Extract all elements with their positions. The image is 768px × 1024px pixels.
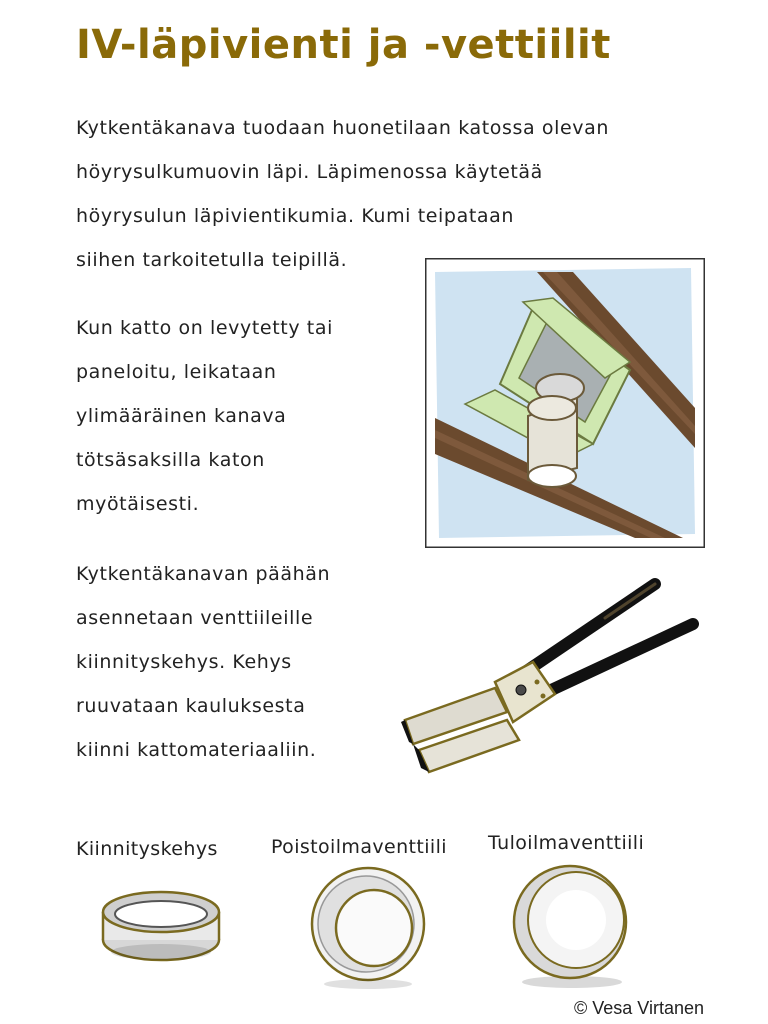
paragraph-mounting xyxy=(76,552,330,772)
text-line: Kytkentäkanavan päähän xyxy=(76,563,331,585)
page-title: IV-läpivienti ja -vettiilit xyxy=(76,22,611,68)
text-line: kiinni kattomateriaaliin. xyxy=(76,739,317,761)
text-line: kiinnityskehys. Kehys xyxy=(76,651,292,673)
product-label-mounting-frame: Kiinnityskehys xyxy=(76,838,218,860)
text-line: myötäisesti. xyxy=(76,493,200,515)
mounting-frame-icon xyxy=(96,882,226,967)
supply-valve-icon xyxy=(506,862,634,990)
paragraph-vapor-barrier xyxy=(76,106,609,282)
text-line: Kytkentäkanava tuodaan huonetilaan katossa olevan xyxy=(76,117,609,139)
paragraph-cutting xyxy=(76,306,333,526)
text-line: asennetaan venttiileille xyxy=(76,607,314,629)
text-line: paneloitu, leikataan xyxy=(76,361,277,383)
duct-shears-illustration xyxy=(395,572,705,782)
product-label-exhaust-valve: Poistoilmaventtiili xyxy=(271,836,447,858)
text-line: ylimääräinen kanava xyxy=(76,405,287,427)
text-line: tötsäsaksilla katon xyxy=(76,449,265,471)
text-line: höyrysulun läpivientikumia. Kumi teipataan xyxy=(76,205,515,227)
copyright-notice: © Vesa Virtanen xyxy=(573,998,704,1018)
product-label-supply-valve: Tuloilmaventtiili xyxy=(488,832,645,854)
text-line: höyrysulkumuovin läpi. Läpimenossa käytetää xyxy=(76,161,543,183)
text-line: siihen tarkoitetulla teipillä. xyxy=(76,249,348,271)
exhaust-valve-icon xyxy=(306,862,434,990)
text-line: Kun katto on levytetty tai xyxy=(76,317,333,339)
text-line: ruuvataan kauluksesta xyxy=(76,695,306,717)
ceiling-duct-illustration xyxy=(425,258,705,548)
